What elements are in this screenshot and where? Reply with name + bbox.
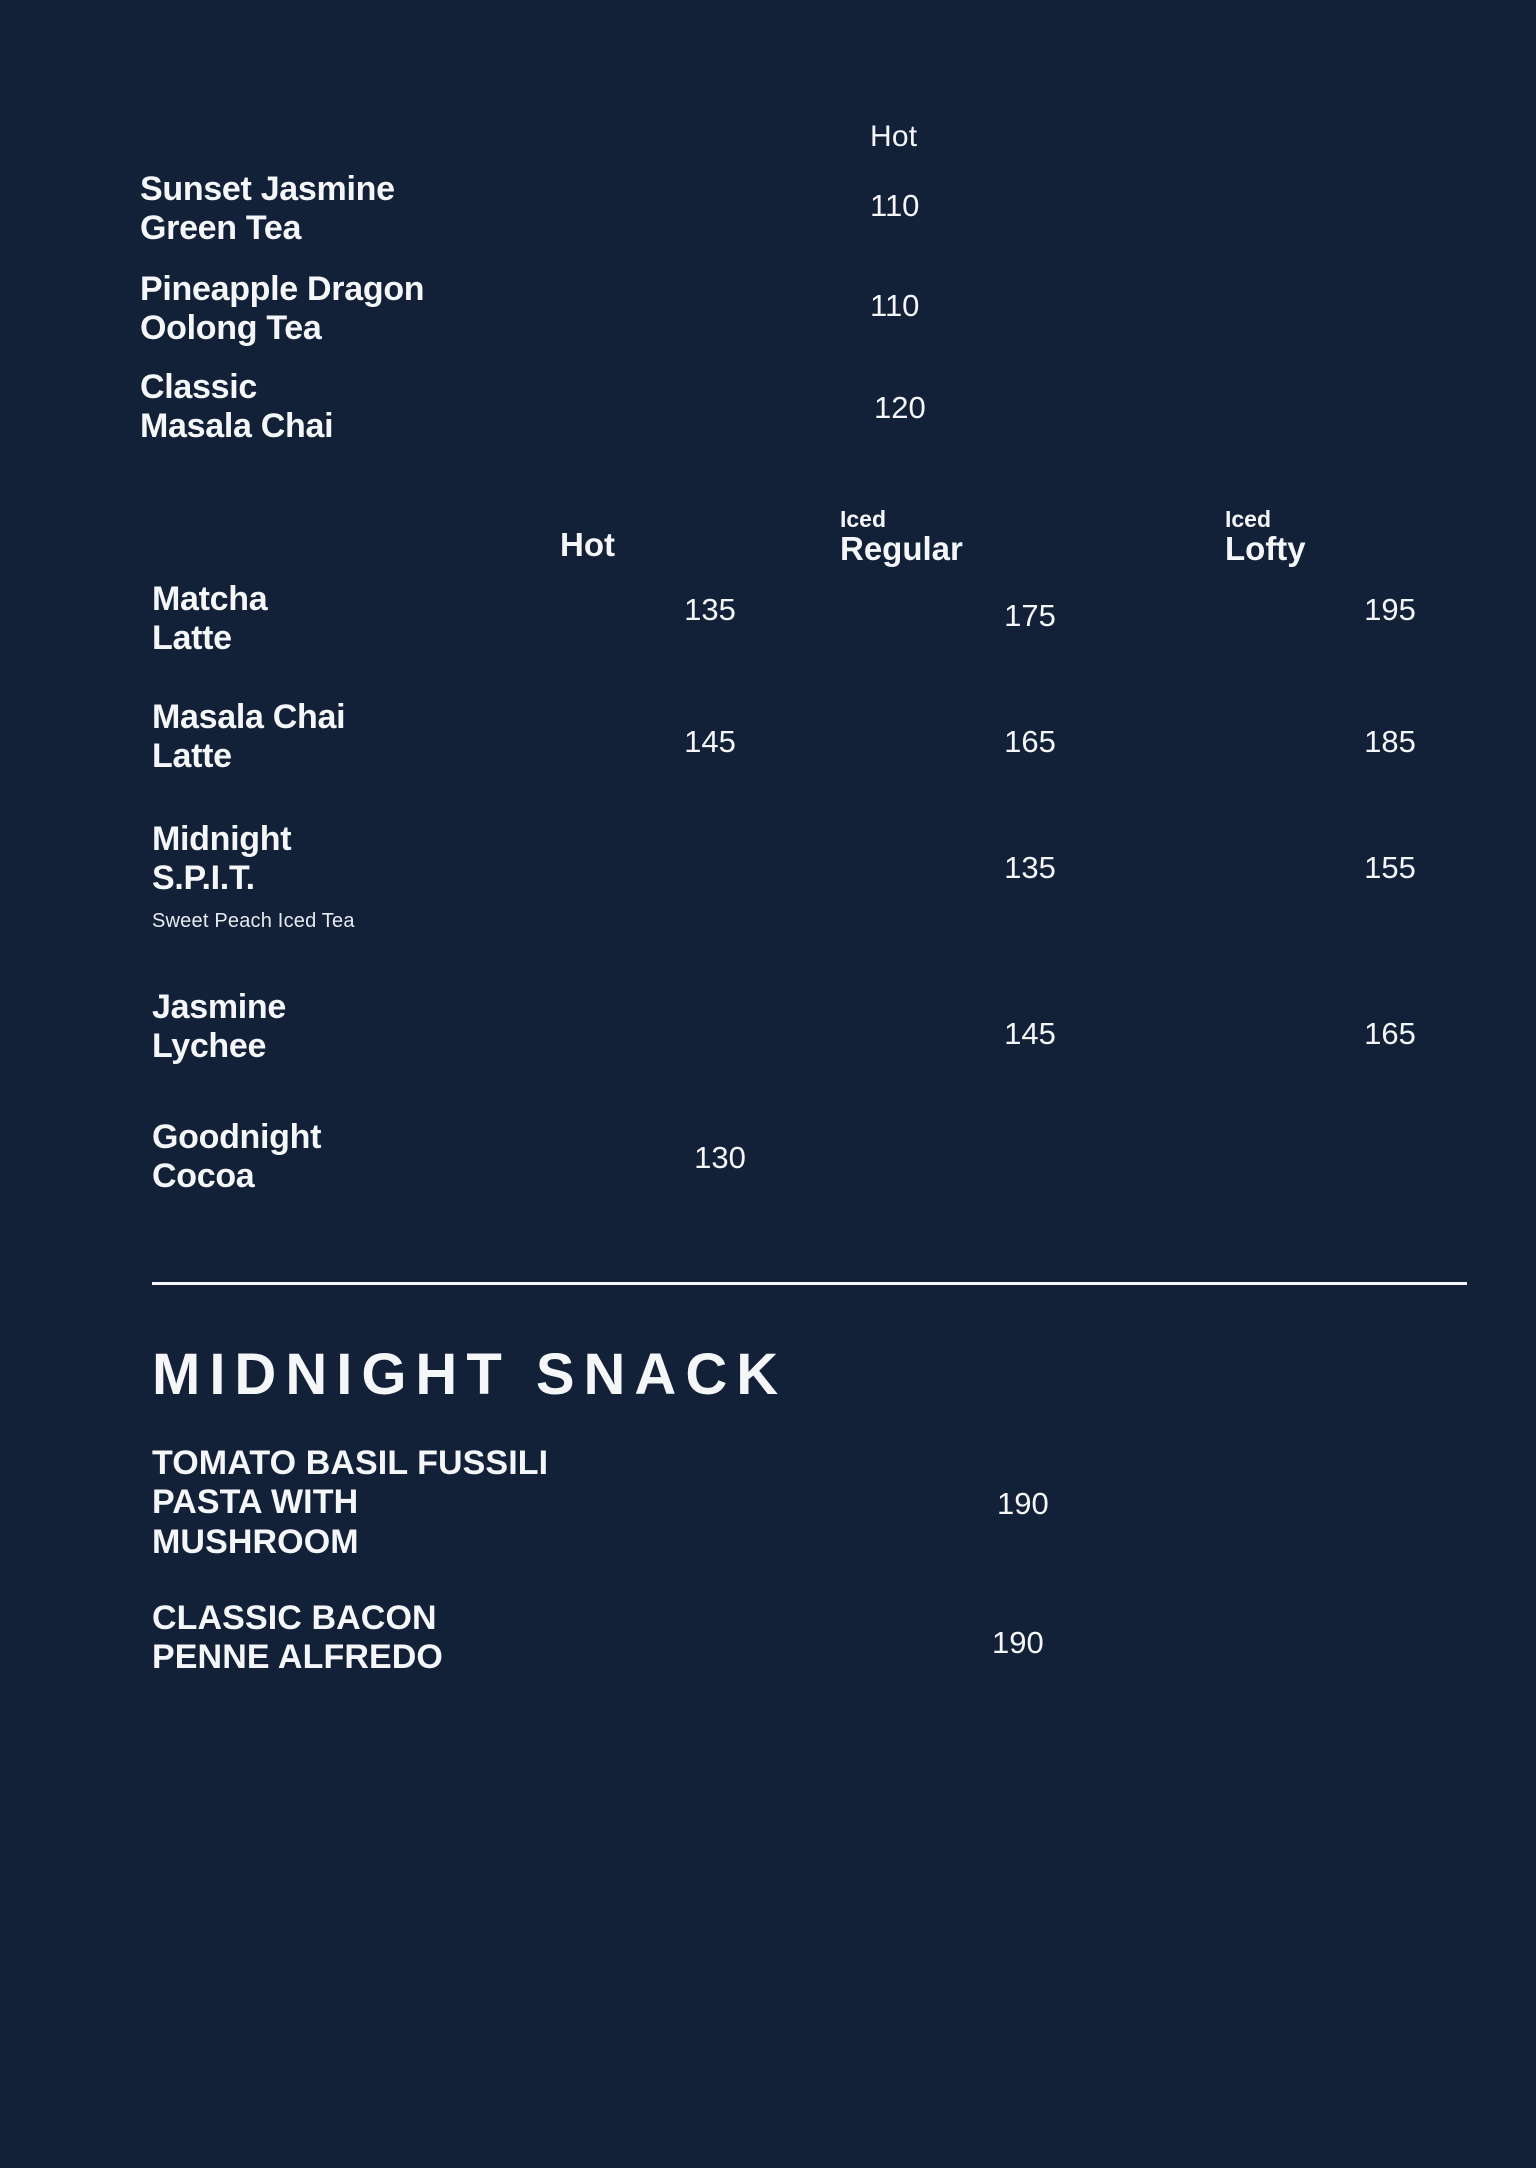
item-name bbox=[152, 1444, 812, 1562]
item-price-hot: 130 bbox=[694, 1140, 746, 1175]
column-header-lofty: Lofty bbox=[1225, 530, 1306, 567]
item-name-line-1: Masala Chai bbox=[152, 698, 346, 736]
item-name bbox=[152, 580, 552, 658]
column-header-iced-regular-label: Iced bbox=[840, 506, 887, 532]
menu-item-row bbox=[140, 820, 1416, 988]
menu-item-row bbox=[140, 170, 1396, 270]
item-name-line-1: Jasmine bbox=[152, 988, 286, 1026]
menu-item-row bbox=[140, 270, 1396, 368]
item-price-hot: 135 bbox=[684, 592, 736, 627]
item-name-line-1: CLASSIC BACON bbox=[152, 1599, 437, 1637]
menu-item-row bbox=[152, 1444, 1396, 1599]
item-name-line-1: Goodnight bbox=[152, 1118, 322, 1156]
item-name-line-2: S.P.I.T. bbox=[152, 858, 255, 897]
item-name bbox=[140, 270, 700, 349]
item-name-line-2: Cocoa bbox=[152, 1156, 255, 1195]
menu-item-row bbox=[152, 1599, 1396, 1709]
section-divider bbox=[152, 1282, 1467, 1285]
item-price-regular: 135 bbox=[1004, 850, 1056, 885]
item-name bbox=[152, 820, 552, 898]
menu-item-row bbox=[140, 988, 1416, 1118]
item-description: Sweet Peach Iced Tea bbox=[152, 910, 355, 932]
item-name-line-1: TOMATO BASIL FUSSILI bbox=[152, 1444, 549, 1482]
item-name-line-3: MUSHROOM bbox=[152, 1522, 359, 1561]
item-price-hot: 120 bbox=[874, 390, 926, 425]
item-price-regular: 175 bbox=[1004, 598, 1056, 633]
item-name-line-2: PENNE ALFREDO bbox=[152, 1638, 443, 1677]
item-name-line-2: Green Tea bbox=[140, 209, 302, 248]
item-name-line-2: Oolong Tea bbox=[140, 309, 322, 348]
section-title-midnight-snack: MIDNIGHT SNACK bbox=[152, 1342, 788, 1407]
tea-column-header-hot: Hot bbox=[870, 120, 918, 153]
menu-item-row bbox=[140, 698, 1416, 820]
item-price-regular: 165 bbox=[1004, 724, 1056, 759]
item-name-line-2: Lychee bbox=[152, 1026, 267, 1065]
item-price: 190 bbox=[992, 1625, 1044, 1660]
item-price-regular: 145 bbox=[1004, 1016, 1056, 1051]
item-price-lofty: 165 bbox=[1364, 1016, 1416, 1051]
item-name-line-2: Latte bbox=[152, 618, 232, 657]
column-header-hot: Hot bbox=[560, 526, 615, 563]
item-name bbox=[140, 368, 700, 447]
item-name-line-1: Pineapple Dragon bbox=[140, 270, 425, 308]
item-name-line-2: Latte bbox=[152, 736, 232, 775]
item-price: 190 bbox=[997, 1486, 1049, 1521]
item-name bbox=[152, 1118, 552, 1196]
item-name-line-1: Midnight bbox=[152, 820, 292, 858]
item-name-line-2: Masala Chai bbox=[140, 407, 334, 446]
menu-item-row bbox=[140, 368, 1396, 472]
item-name-line-1: Sunset Jasmine bbox=[140, 170, 395, 208]
item-price-lofty: 185 bbox=[1364, 724, 1416, 759]
item-name bbox=[140, 170, 700, 249]
item-name-line-2: PASTA WITH bbox=[152, 1483, 359, 1522]
item-name bbox=[152, 698, 552, 776]
tea-section-header bbox=[140, 120, 1396, 170]
column-header-iced-lofty-label: Iced bbox=[1225, 506, 1272, 532]
item-name-line-1: Classic bbox=[140, 368, 257, 406]
item-price-lofty: 155 bbox=[1364, 850, 1416, 885]
item-price-hot: 110 bbox=[870, 288, 920, 323]
item-name-line-1: Matcha bbox=[152, 580, 268, 618]
menu-item-row bbox=[140, 1118, 1396, 1228]
item-price-hot: 145 bbox=[684, 724, 736, 759]
item-price-lofty: 195 bbox=[1364, 592, 1416, 627]
item-name bbox=[152, 988, 552, 1066]
menu-item-row bbox=[140, 580, 1416, 698]
item-price-hot: 110 bbox=[870, 188, 920, 223]
column-header-regular: Regular bbox=[840, 530, 963, 567]
menu-page bbox=[0, 120, 1536, 2168]
latte-section-header bbox=[140, 490, 1396, 580]
item-name bbox=[152, 1599, 812, 1678]
